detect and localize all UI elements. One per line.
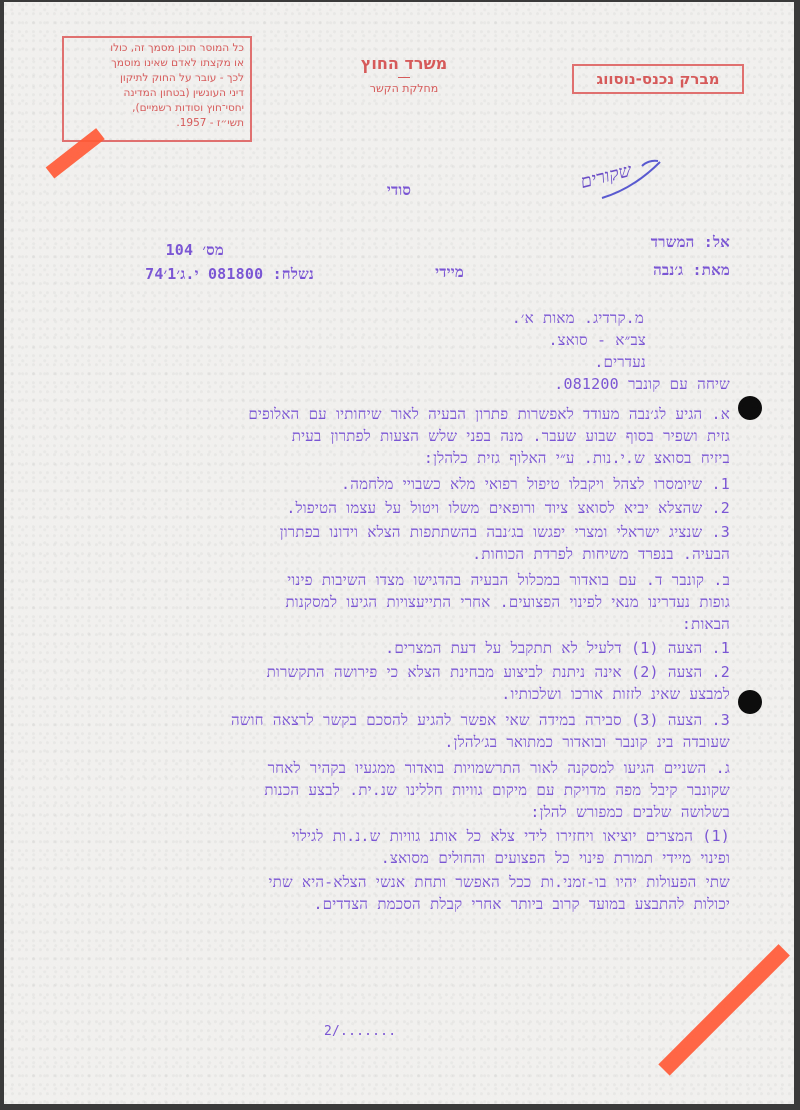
document-page bbox=[4, 2, 794, 1104]
warning-line: יחסי־חוץ וסודות רשמיים), bbox=[132, 102, 244, 114]
letterhead-rule bbox=[398, 77, 410, 78]
warning-line: או מקצתו לאדם שאינו מוסמך bbox=[111, 57, 244, 69]
body-line: ופינוי מיידי תמורת פינוי כל הפצועים והחולים מסואצ. bbox=[380, 849, 730, 867]
punch-hole bbox=[738, 690, 762, 714]
body-line: מ.קרדיג. מאות א׳. bbox=[511, 309, 644, 327]
cable-type-stamp: מברק נכנס-נוסווג bbox=[572, 64, 744, 94]
body-line: 2. הצעה (2) אינה ניתנת לביצוע מבחינת הצלא כי פירושה התקשרות bbox=[266, 663, 730, 681]
body-line: הבאות: bbox=[681, 615, 730, 633]
body-line: ביזיח בסואצ ש.י.נות. ע״י האלוף גזית כלהלן: bbox=[423, 449, 730, 467]
body-line: גופות נעדרינו מנאי לפינוי הפצועים. אחרי התייעצויות הגיעו למסקנות bbox=[285, 593, 730, 611]
body-line: 2. שהצלא יביא לסואצ ציוד ורופאים משלו ויטול על עצמו הטיפול. bbox=[286, 499, 730, 517]
warning-line: כל המוסר תוכן מסמך זה, כולו bbox=[110, 42, 244, 54]
body-line: יכולות להתבצע במועד קרוב ביותר אחרי קבלת הסכמת הצדדים. bbox=[313, 895, 730, 913]
body-line: 3. שנציג ישראלי ומצרי יפגשו בג׳נבה בהשתתפות הצלא וידונו בפתרון bbox=[279, 523, 730, 541]
body-line: צב״א - סואצ. bbox=[548, 331, 646, 349]
handwritten-note bbox=[572, 152, 667, 210]
punch-hole bbox=[738, 396, 762, 420]
warning-line: לכך - עובר על החוק לתיקון bbox=[119, 72, 244, 84]
body-line: נעדרים. bbox=[594, 353, 646, 371]
body-line: שיחה עם קונבר 081200. bbox=[554, 375, 730, 393]
address-to: אל: המשרד bbox=[650, 233, 730, 251]
address-from: מאת: ג׳נבה bbox=[653, 261, 730, 279]
ministry-name: משרד החוץ bbox=[360, 54, 448, 73]
body-line: שעובדה בינ קונבר ובואדור כמתואר בג׳להלן. bbox=[444, 733, 730, 751]
warning-line: דיני העונשין (בטחון המדינה bbox=[123, 87, 244, 99]
message-number: מס׳ 104 bbox=[165, 241, 224, 259]
body-line: (1) המצרים יוציאו ויחזירו לידי צלא כל אותנ גוויות ש.נ.ות לגילוי bbox=[291, 827, 730, 845]
warning-line: תשי״ז - 1957. bbox=[176, 117, 244, 129]
body-line: בשלושה שלבים כמפורש להלן: bbox=[530, 803, 730, 821]
body-line: שתי הפעולות יהיו בו-זמני.ות ככל האפשר ותחת אנשי הצלא-היא שתי bbox=[268, 873, 730, 891]
body-line: ג. השניים הגיעו למסקנה לאור התרשמויות בואדור ממגעיו בקהיר לאחר bbox=[267, 759, 730, 777]
sent-timestamp: נשלח: 081800 י.ג׳1׳74 bbox=[145, 265, 314, 283]
body-line: שקונבר קיבל מפה מדויקת עם מיקום גוויות חללינו שנ.ית. לבצע הכנות bbox=[264, 781, 730, 799]
handwritten-text: שקורים bbox=[578, 160, 634, 193]
body-line: 1. שיומסרו לצהל ויקבלו טיפול רפואי מלא כשבויי מלחמה. bbox=[341, 475, 730, 493]
red-diagonal-stripe bbox=[658, 944, 790, 1076]
body-line: ב. קונבר ד. עם בואדור במכלול הבעיה בהדגישו מצדו השיבות פינוי bbox=[287, 571, 730, 589]
department-name: מחלקת הקשר bbox=[369, 82, 439, 95]
body-line: 3. הצעה (3) סבירה במידה שאי אפשר להגיע להסכם בקשר לרצאה חושה bbox=[230, 711, 730, 729]
secrecy-warning-stamp bbox=[62, 36, 252, 142]
page-continuation: 2/....... bbox=[324, 1024, 397, 1039]
priority-label: מיידי bbox=[435, 263, 464, 281]
body-line: למבצע שאינ לזזות אורכו ושלכותיו. bbox=[501, 685, 730, 703]
body-line: גזית ושפיר בסוף שבוע שעבר. מנה בפני שלש הצעות לפתרון בעית bbox=[291, 427, 730, 445]
body-line: א. הגיע לג׳נבה מעודד לאפשרות פתרון הבעיה לאור שיחותיו עם האלופים bbox=[248, 405, 730, 423]
letterhead bbox=[334, 54, 474, 95]
body-line: הבעיה. בנפרד משיחות לפרדת הכוחות. bbox=[472, 545, 730, 563]
body-line: 1. הצעה (1) דלעיל לא תתקבל על דעת המצרים. bbox=[385, 639, 730, 657]
classification-label: סודי bbox=[386, 181, 412, 199]
